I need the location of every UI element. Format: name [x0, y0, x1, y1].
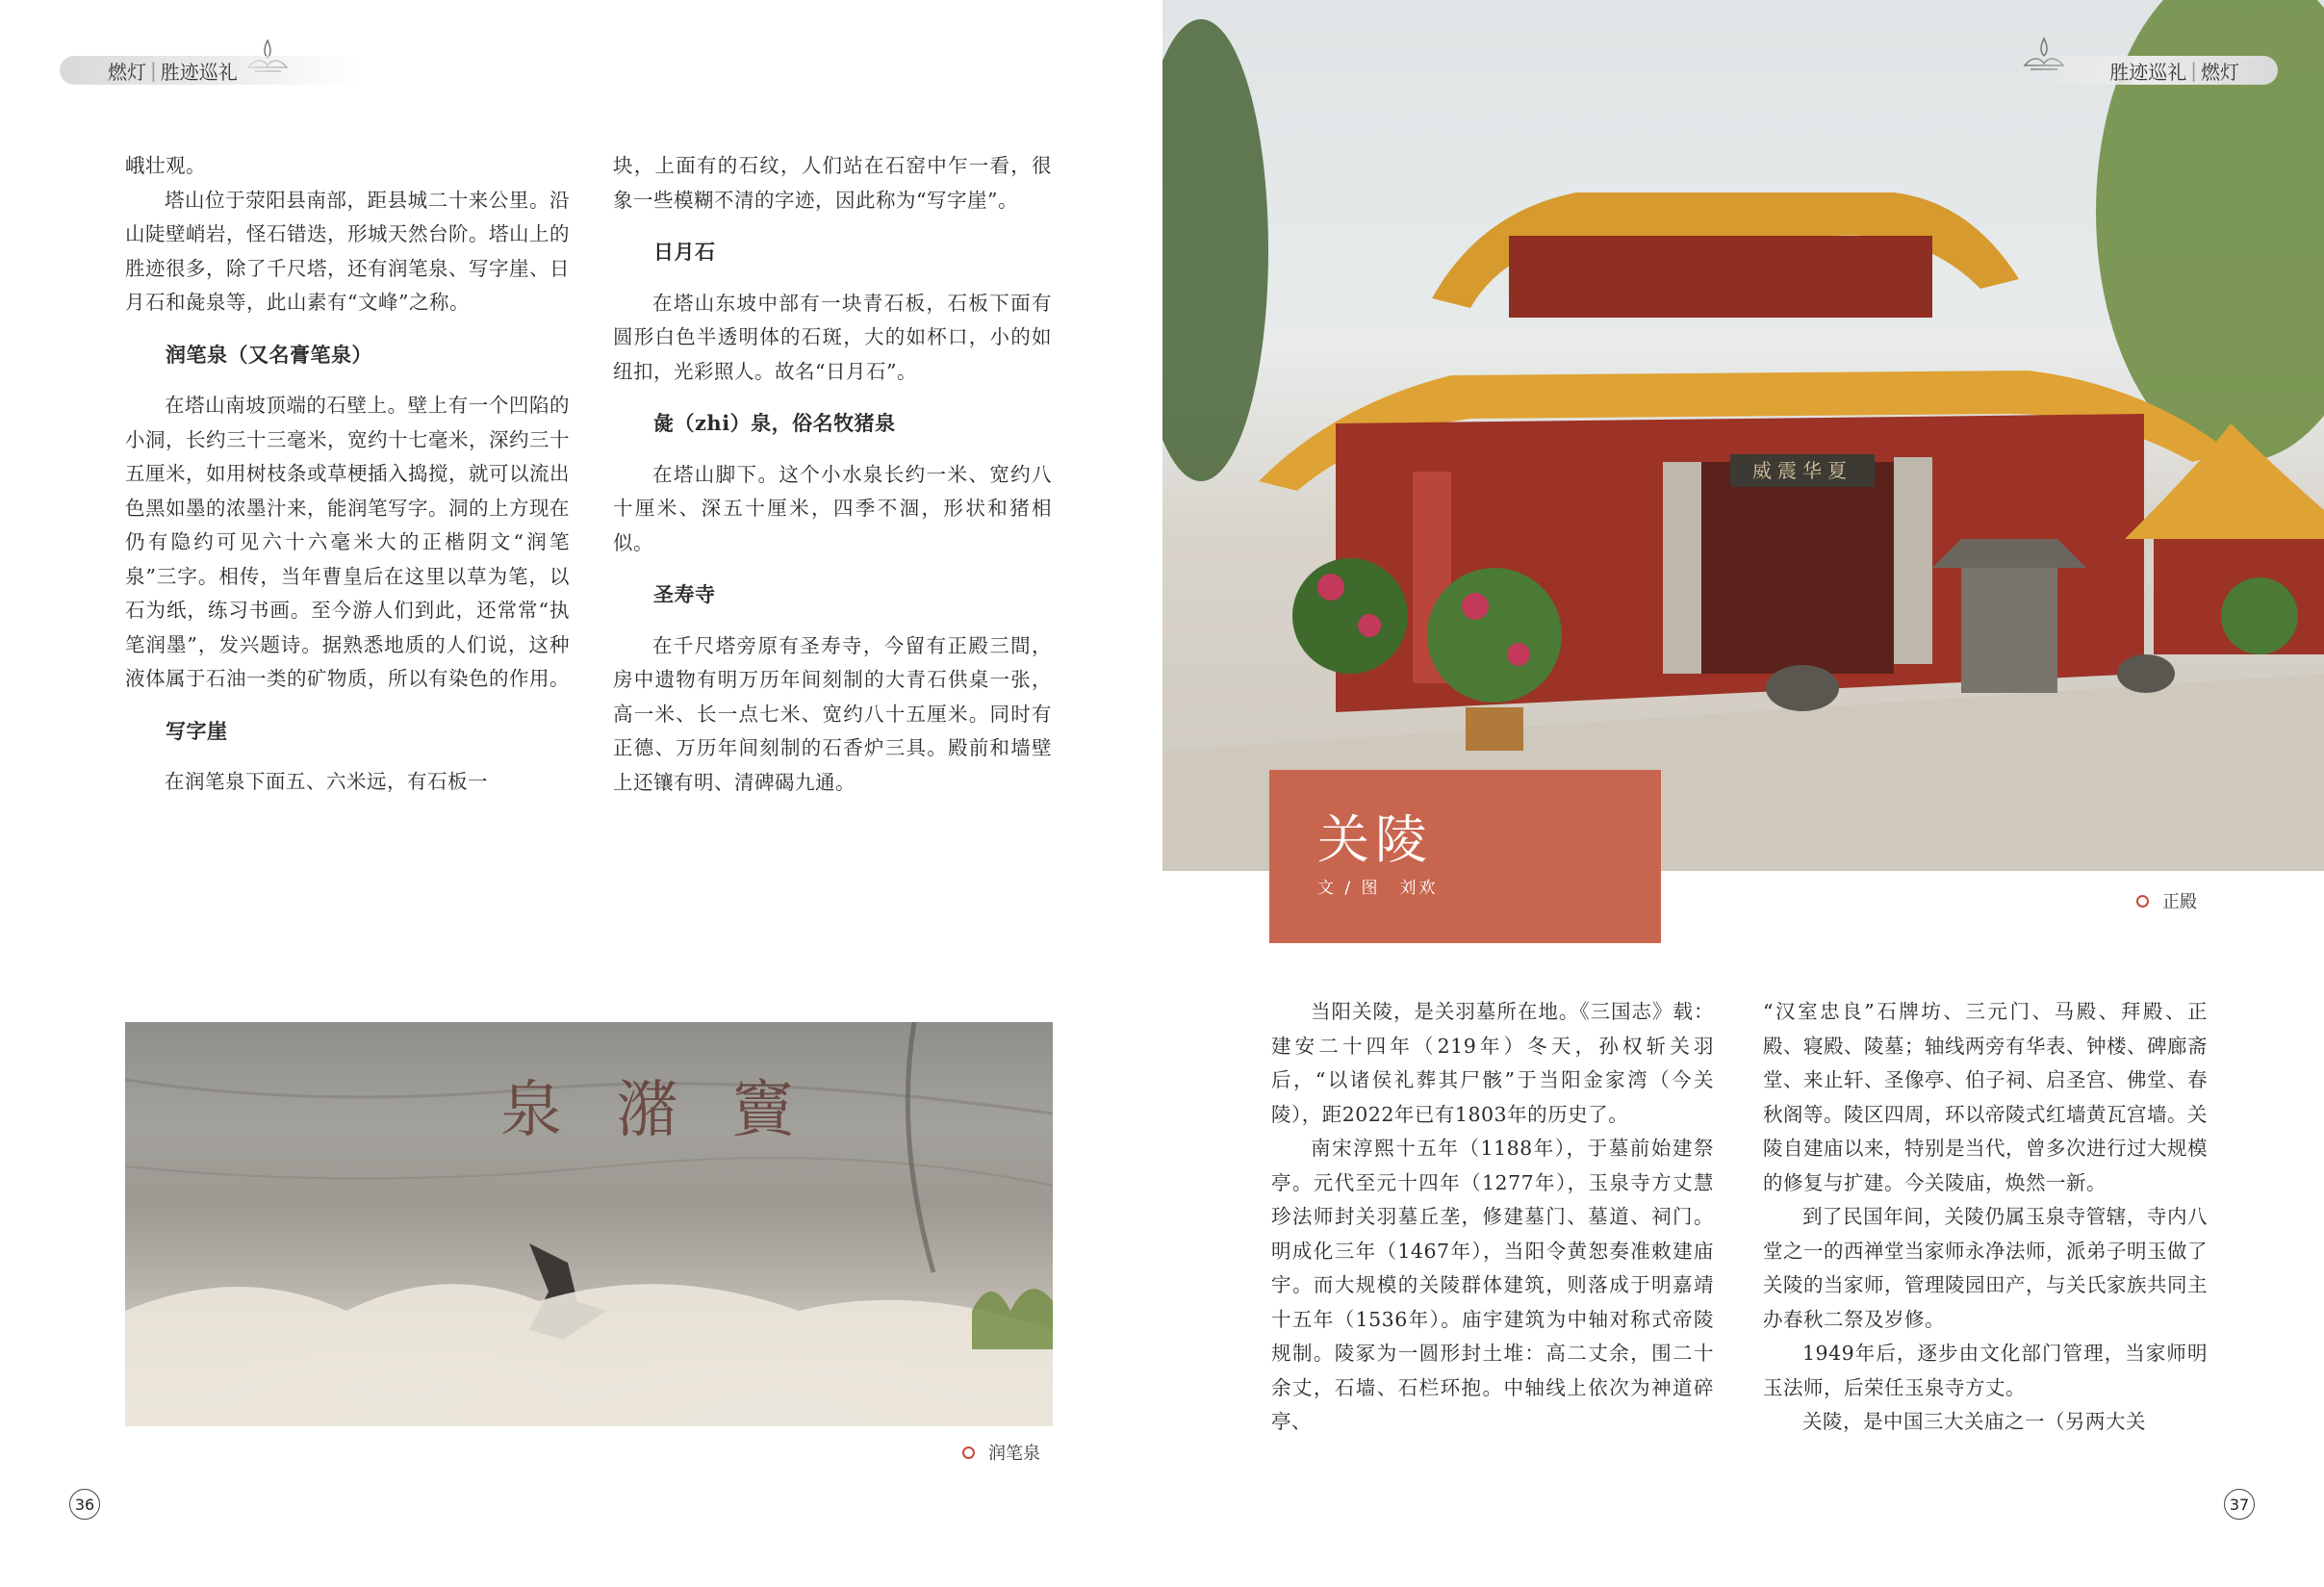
article-title-box: [1269, 770, 1661, 943]
header-ribbon: [2018, 56, 2278, 85]
text-column-1: [1271, 995, 1714, 1440]
article-author: 文 / 图 刘欢: [1317, 879, 1439, 898]
photo-caption: [962, 1440, 1040, 1465]
caption-marker-icon: [962, 1446, 975, 1459]
paragraph: 关陵，是中国三大关庙之一（另两大关: [1802, 1410, 2146, 1433]
paragraph: 塔山位于荥阳县南部，距县城二十来公里。沿山陡壁峭岩，怪石错迭，形城天然台阶。塔山上的胜迹很多，除了千尺塔，还有润笔泉、写字崖、日月石和彘泉等，此山素有“文峰”之称。: [125, 188, 570, 314]
header-ribbon: [60, 56, 358, 85]
paragraph: 在塔山南坡顶端的石壁上。壁上有一个凹陷的小洞，长约三十三毫米，宽约十七毫米，深约三十五厘米，如用树枝条或草梗插入捣搅，就可以流出色黑如墨的浓墨汁来，能润笔写字。洞的上方现在仍有隐约可见六十六毫米大的正楷阴文“润笔泉”三字。相传，当年曹皇后在这里以草为笔，以石为纸，练习书画。至今游人们到此，还常常“执笔润墨”，发兴题诗。据熟悉地质的人们说，这种液体属于石油一类的矿物质，所以有染色的作用。: [125, 394, 570, 690]
paragraph: 在塔山脚下。这个小水泉长约一米、宽约八十厘米、深五十厘米，四季不涸，形状和猪相似。: [613, 462, 1052, 554]
article-title: 关陵: [1317, 809, 1433, 870]
header-section: 燃灯: [2201, 60, 2239, 84]
caption-text: 润笔泉: [988, 1444, 1040, 1464]
section-heading: 写字崖: [166, 718, 228, 743]
temple-plaque: 威震华夏: [1752, 459, 1852, 482]
photo-caption: [2136, 888, 2197, 913]
page-number: 37: [2224, 1489, 2255, 1520]
paragraph: 在塔山东坡中部有一块青石板，石板下面有圆形白色半透明体的石斑，大的如杯口，小的如纽扣，光彩照人。故名“日月石”。: [613, 291, 1052, 383]
section-heading: 润笔泉（又名膏笔泉）: [166, 342, 372, 367]
temple-photo: [1162, 0, 2324, 871]
header-divider: |: [2190, 59, 2197, 82]
text-column-2: [1763, 995, 2208, 1440]
paragraph: 峨壮观。: [125, 154, 206, 177]
header-divider: |: [150, 59, 157, 82]
temple-photo-art: [1162, 0, 2324, 871]
page-number: 36: [69, 1489, 100, 1520]
paragraph: 南宋淳熙十五年（1188年），于墓前始建祭亭。元代至元十四年（1277年），玉泉寺方丈慧珍法师封关羽墓丘垄，修建墓门、墓道、祠门。明成化三年（1467年），当阳令黄恕奏准敕建庙宇。而大规模的关陵群体建筑，则落成于明嘉靖十五年（1536年）。庙宇建筑为中轴对称式帝陵规制。陵冢为一圆形封土堆：高二丈余，围二十余丈，石墙、石栏环抱。中轴线上依次为神道碎亭、: [1271, 1137, 1714, 1433]
text-column-2: [613, 149, 1052, 800]
paragraph: 1949年后，逐步由文化部门管理，当家师明玉法师，后荣任玉泉寺方丈。: [1763, 1342, 2208, 1399]
text-column-1: [125, 149, 570, 800]
section-heading: 日月石: [653, 240, 716, 264]
paragraph: 块，上面有的石纹，人们站在石窑中乍一看，很象一些模糊不清的字迹，因此称为“写字崖”。: [613, 154, 1052, 212]
caption-marker-icon: [2136, 895, 2149, 908]
rock-photo: [125, 1022, 1053, 1426]
section-heading: 彘（zhi）泉，俗名牧猪泉: [653, 411, 896, 435]
rock-inscription: 泉 潴 竇: [500, 1075, 811, 1146]
header-section: 燃灯: [108, 60, 146, 84]
paragraph: 在润笔泉下面五、六米远，有石板一: [165, 770, 488, 793]
section-heading: 圣寿寺: [653, 582, 716, 606]
header-subsection: 胜迹巡礼: [160, 60, 238, 84]
right-page: [1162, 0, 2324, 1587]
caption-text: 正殿: [2162, 892, 2197, 912]
paragraph: “汉室忠良”石牌坊、三元门、马殿、拜殿、正殿、寝殿、陵墓；轴线两旁有华表、钟楼、碑廊斋堂、来止轩、圣像亭、伯子祠、启圣宫、佛堂、春秋阁等。陵区四周，环以帝陵式红墙黄瓦宫墙。关陵自建庙以来，特别是当代，曾多次进行过大规模的修复与扩建。今关陵庙，焕然一新。: [1763, 1000, 2208, 1194]
paragraph: 到了民国年间，关陵仍属玉泉寺管辖，寺内八堂之一的西禅堂当家师永净法师，派弟子明玉做了关陵的当家师，管理陵园田产，与关氏家族共同主办春秋二祭及岁修。: [1763, 1205, 2208, 1331]
paragraph: 当阳关陵，是关羽墓所在地。《三国志》载：建安二十四年（219年）冬天，孙权斩关羽后，“以诸侯礼葬其尸骸”于当阳金家湾（今关陵），距2022年已有1803年的历史了。: [1271, 1000, 1714, 1126]
header-subsection: 胜迹巡礼: [2109, 60, 2187, 84]
paragraph: 在千尺塔旁原有圣寿寺，今留有正殿三間，房中遗物有明万历年间刻制的大青石供桌一张，高一米、长一点七米、宽约八十五厘米。同时有正德、万历年间刻制的石香炉三具。殿前和墙壁上还镶有明、清碑碣九通。: [613, 633, 1052, 794]
